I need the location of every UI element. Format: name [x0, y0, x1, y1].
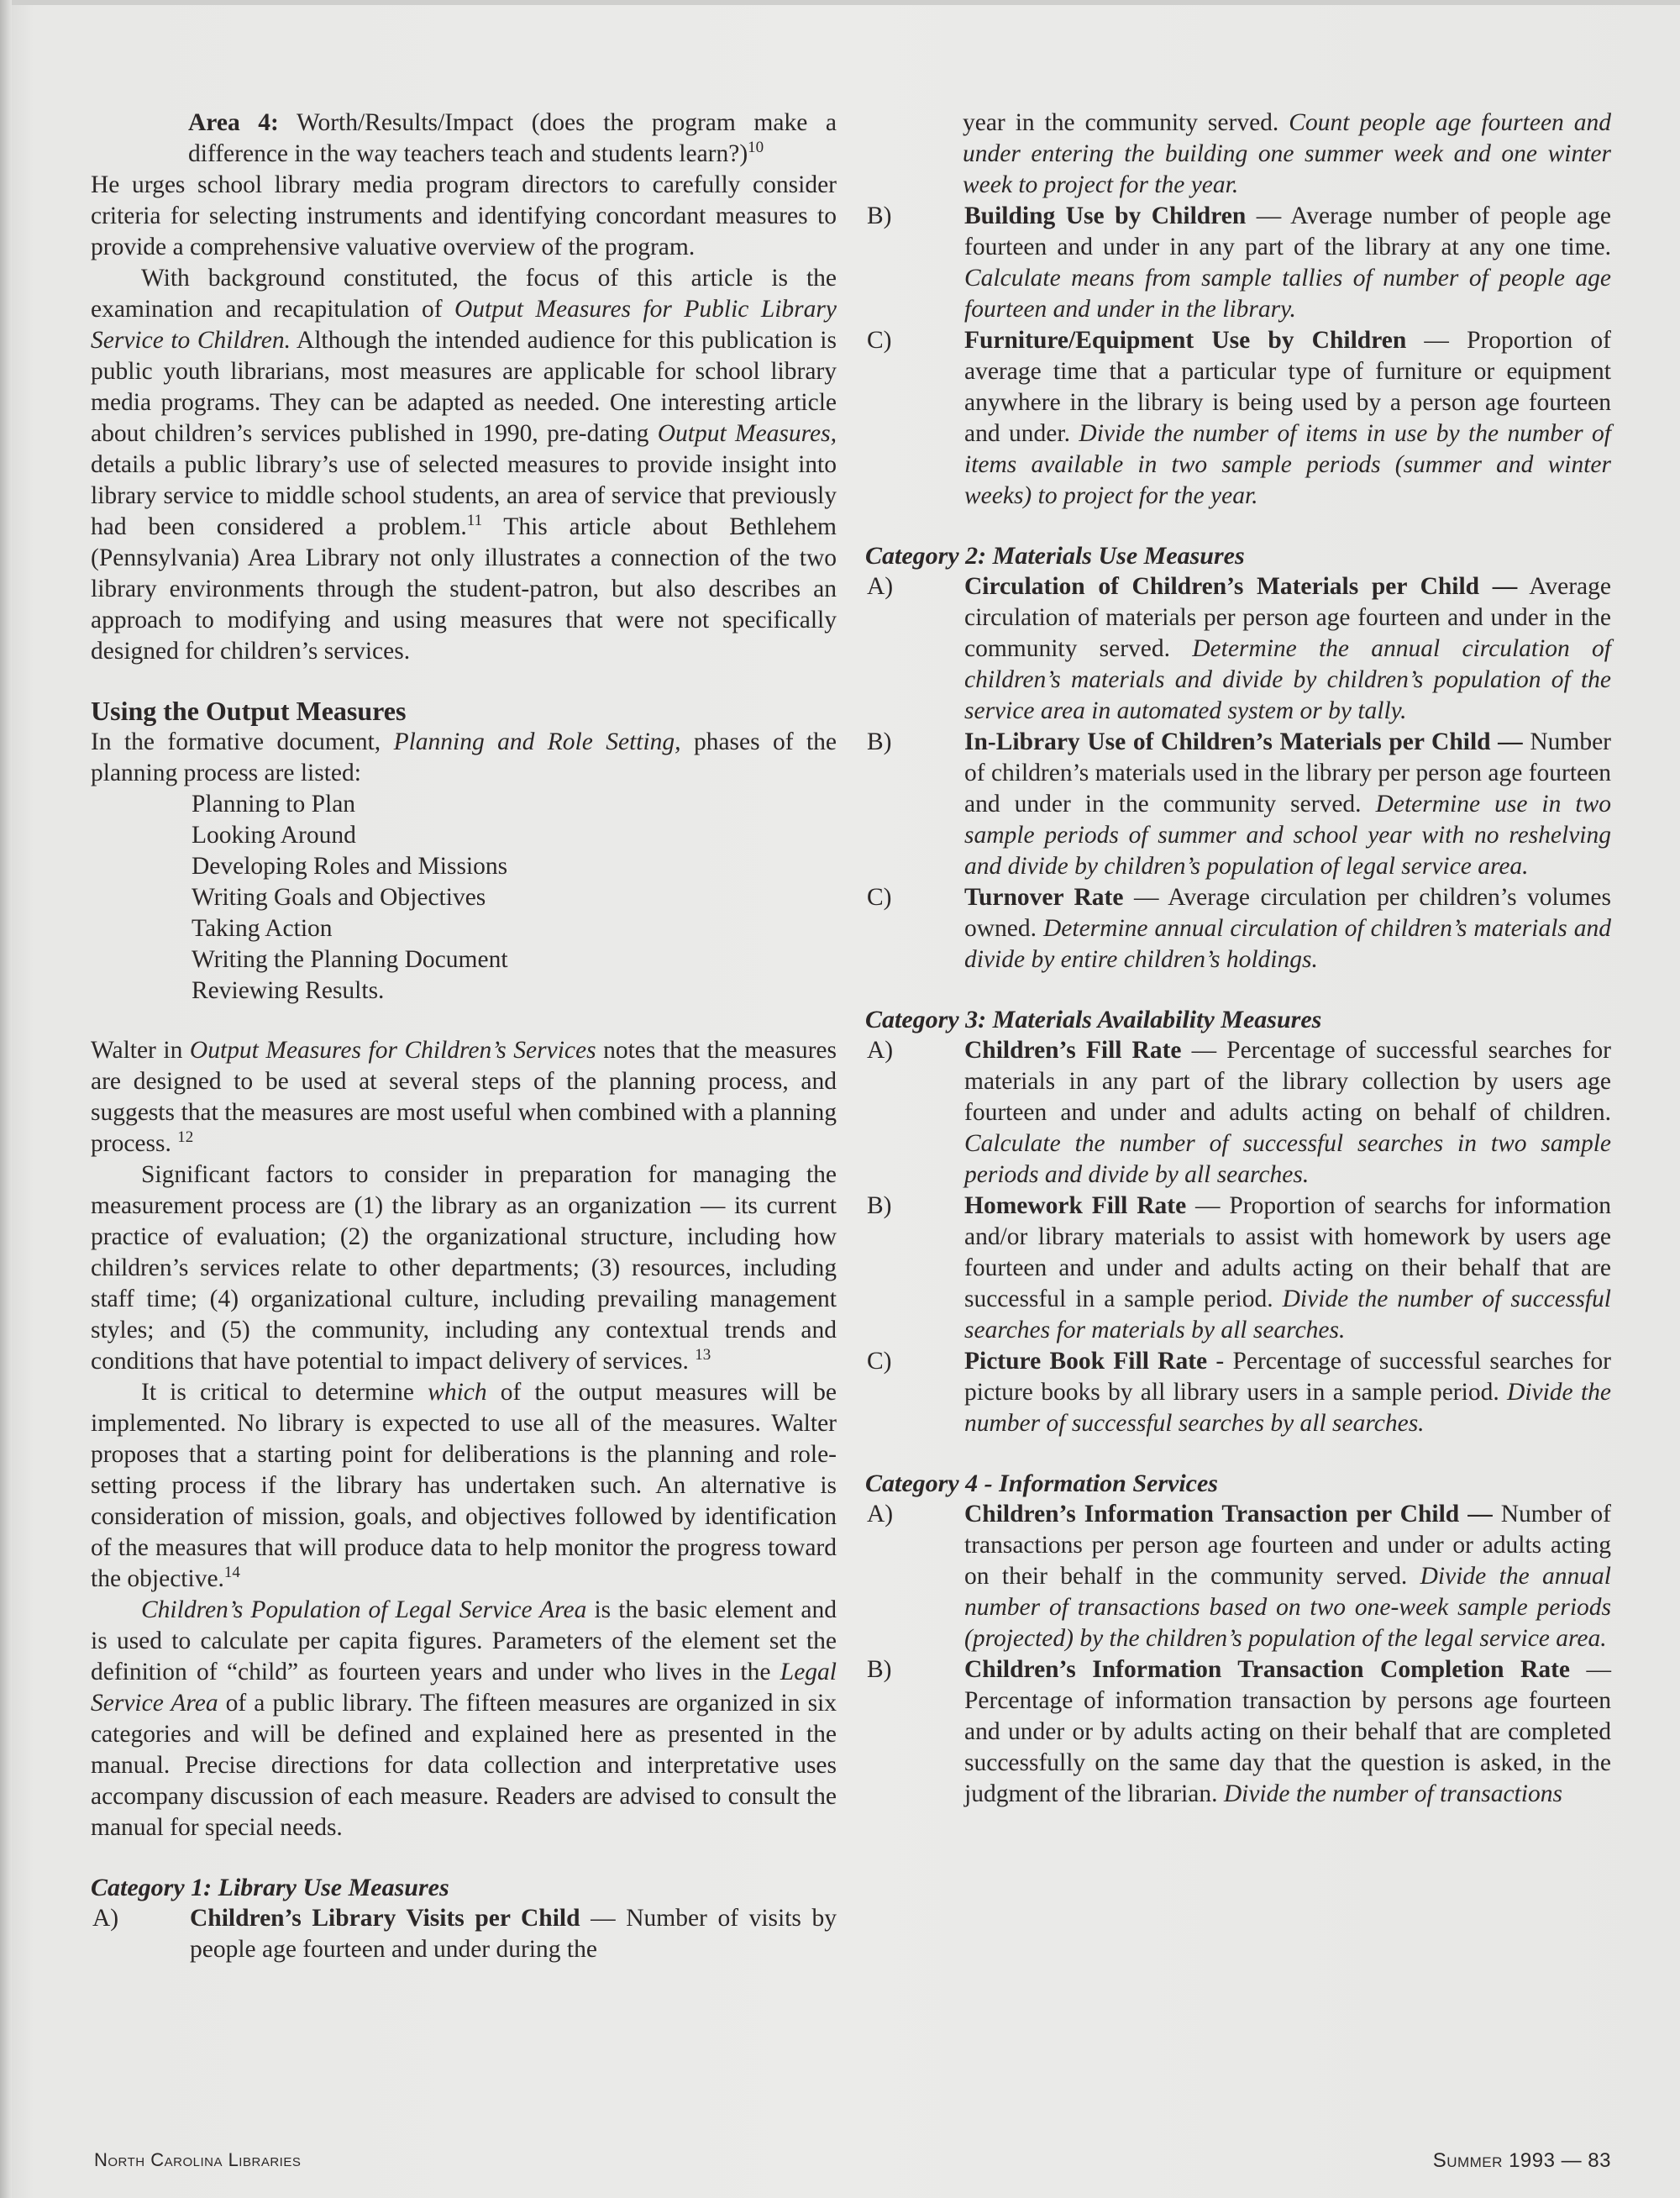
item-label: A) [867, 573, 894, 600]
text-run: In the formative document, [91, 728, 394, 755]
measure-name: Area 4: [188, 109, 279, 136]
item-label: C) [867, 884, 892, 911]
text-run: Legal Service Area [91, 1659, 837, 1717]
text-run: — Average circulation per children’s volumes owned. [964, 884, 1612, 942]
item-label: C) [867, 1348, 892, 1375]
item-text [964, 1346, 1611, 1439]
page-top-edge [0, 0, 1680, 5]
category-heading: Category 1: Library Use Measures [91, 1874, 449, 1901]
text-run: Walter in [91, 1037, 190, 1064]
item-label: A) [867, 1501, 894, 1528]
paragraph [91, 1159, 837, 1377]
paragraph [91, 1595, 837, 1843]
text-run: This article about Bethlehem (Pennsylvania) Area Library not only illustrates a connection of the two library environments through the student-patron, but also describes an approach to modifying and using measures that were not specifically designed for children’s services. [91, 513, 837, 665]
item-text [190, 1903, 837, 1965]
measure-item [91, 1903, 837, 1965]
paragraph [91, 263, 837, 667]
columns [0, 108, 1680, 2124]
phase-item: Taking Action [192, 915, 333, 942]
category-heading: Category 4 - Information Services [865, 1470, 1218, 1497]
measure-item [865, 325, 1611, 512]
text-run: Output Measures, [657, 420, 837, 447]
item-text [964, 1499, 1611, 1654]
text-run: — Proportion of average time that a particular type of furniture or equipment anywhere in the library is being used by a person age fourteen and under. [964, 327, 1611, 447]
text-run: Determine annual circulation of children’s materials and divide by entire children’s holdings. [964, 915, 1611, 973]
text-run: Divide the number of transactions [1223, 1780, 1562, 1807]
item-text [964, 201, 1611, 325]
text-run: details a public library’s use of selected measures to provide insight into library service to middle school students, an area of service that previously had been considered a problem. [91, 451, 837, 540]
phase-item: Reviewing Results. [192, 977, 385, 1004]
text-run: — Percentage of successful searches for materials in any part of the library collection by users age fourteen and under and adults acting on behalf of children. [964, 1037, 1611, 1126]
text-run: — Number of visits by people age fourteen and under during the [190, 1905, 837, 1963]
footnote-ref: 11 [466, 512, 483, 530]
text-run: Calculate means from sample tallies of number of people age fourteen and under in the library. [964, 265, 1611, 323]
footnote-ref: 12 [177, 1128, 194, 1147]
item-label: A) [92, 1905, 119, 1932]
footer-publication: North Carolina Libraries [94, 2149, 302, 2170]
text-run: Although the intended audience for this publication is public youth librarians, most measures are applicable for school library media programs. They can be adapted as needed. One interesting article about children’s services published in 1990, pre-dating [91, 327, 837, 447]
measure-name: Children’s Fill Rate [964, 1037, 1182, 1064]
paragraph [91, 1377, 837, 1595]
footnote-ref: 10 [748, 139, 764, 157]
text-run: Calculate the number of successful searches in two sample periods and divide by all searches. [964, 1130, 1611, 1188]
section-heading [91, 696, 837, 727]
item-text [964, 882, 1611, 975]
text-run: Planning and Role Setting, [393, 728, 681, 755]
text-run: Children’s Population of Legal Service Area [141, 1596, 587, 1623]
item-text [964, 571, 1611, 727]
measure-item [865, 1035, 1611, 1191]
phase-item: Planning to Plan [192, 791, 356, 818]
text-run: is the basic element and is used to calculate per capita figures. Parameters of the element set the definition of “child” as fourteen years and under who lives in the [91, 1596, 837, 1685]
text-run: He urges school library media program directors to carefully consider criteria for selecting instruments and identifying concordant measures to provide a comprehensive valuative overview of the program. [91, 171, 837, 260]
measure-item [865, 882, 1611, 975]
measure-item [865, 1499, 1611, 1654]
measure-name: Building Use by Children [964, 202, 1247, 229]
measure-name: Children’s Library Visits per Child [190, 1905, 580, 1932]
measure-item [865, 1191, 1611, 1346]
text-run: Divide the annual number of transactions based on two one-week sample periods (projected) by the children’s population of the legal service area. [964, 1563, 1611, 1652]
measure-item [865, 1346, 1611, 1439]
footnote-ref: 13 [695, 1346, 711, 1365]
text-run: Determine the annual circulation of children’s materials and divide by children’s population of the service area in automated system or by tally. [964, 635, 1611, 724]
text-run: phases of the planning process are listed: [91, 728, 837, 786]
text-run: Significant factors to consider in preparation for managing the measurement process are (1) the library as an organization — its current practice of evaluation; (2) the organizational structure, including how children’s services relate to other departments; (3) resources, including staff time; (4) organizational culture, including prevailing management styles; and (5) the community, including any contextual trends and conditions that have potential to impact delivery of services. [91, 1161, 837, 1375]
phase-item: Writing the Planning Document [192, 946, 508, 973]
text-run: Output Measures for Children’s Services [189, 1037, 596, 1064]
category-heading: Category 2: Materials Use Measures [865, 542, 1245, 570]
paragraph [91, 170, 837, 263]
item-label: B) [867, 202, 892, 229]
text-run: Determine use in two sample periods of summer and school year with no reshelving and divide by children’s population of legal service area. [964, 791, 1611, 880]
text-run: With background constituted, the focus of this article is the examination and recapitulation of [91, 265, 837, 323]
measure-name: Turnover Rate [964, 884, 1124, 911]
text-run: It is critical to determine [141, 1379, 428, 1406]
item-continuation [865, 108, 1611, 201]
text-run: Average circulation of materials per person age fourteen and under in the community served. [964, 573, 1611, 662]
footer-issue-page: Summer 1993 — 83 [1432, 2149, 1611, 2172]
item-label: A) [867, 1037, 894, 1064]
text-run: Number of children’s materials used in the library per person age fourteen and under in the community served. [964, 728, 1611, 818]
text-run: Divide the number of successful searches by all searches. [964, 1379, 1611, 1437]
text-run: year in the community served. [963, 109, 1289, 136]
measure-name: Circulation of Children’s Materials per Child — [964, 573, 1518, 600]
area4-paragraph [91, 108, 837, 170]
item-text [964, 1654, 1611, 1810]
measure-name: In-Library Use of Children’s Materials per Child — [964, 728, 1523, 755]
phase-item: Writing Goals and Objectives [192, 884, 486, 911]
text-run: Divide the number of successful searches for materials by all searches. [964, 1286, 1611, 1344]
text-run: - Percentage of successful searches for picture books by all library users in a sample period. [964, 1348, 1611, 1406]
category-heading: Category 3: Materials Availability Measures [865, 1006, 1322, 1033]
text-run: which [428, 1379, 487, 1406]
item-label: B) [867, 728, 892, 755]
footnote-ref: 14 [223, 1564, 240, 1582]
item-label: B) [867, 1656, 892, 1683]
paragraph [91, 727, 837, 789]
text-run: Count people age fourteen and under entering the building one summer week and one winter week to project for the year. [963, 109, 1611, 198]
text-run: notes that the measures are designed to be used at several steps of the planning process, and suggests that the measures are most useful when combined with a planning process. [91, 1037, 837, 1157]
page-gutter-shadow [0, 0, 12, 2198]
text-run: Number of transactions per person age fourteen and under or adults acting on their behalf in the community served. [964, 1501, 1611, 1590]
measure-item [865, 727, 1611, 882]
item-text [964, 1035, 1611, 1191]
item-text [964, 325, 1611, 512]
right-column [865, 108, 1611, 2124]
phase-item: Looking Around [192, 822, 356, 849]
text-run: — Proportion of searchs for information and/or library materials to assist with homework by users age fourteen and under and adults acting on their behalf that are successful in a sample period. [964, 1192, 1611, 1312]
section-heading-text: Using the Output Measures [91, 696, 407, 726]
measure-item [865, 1654, 1611, 1810]
text-run: of the output measures will be implemented. No library is expected to use all of the measures. Walter proposes that a starting point for deliberations is the planning and role-setting process if the library has undertaken such. An alternative is consideration of mission, goals, and objectives followed by identification of the measures that will produce data to help monitor the progress toward the objective. [91, 1379, 837, 1592]
item-text [964, 727, 1611, 882]
footer [0, 2124, 1680, 2198]
text-run: of a public library. The fifteen measures are organized in six categories and will be defined and explained here as presented in the manual. Precise directions for data collection and interpretative uses accompany discussion of each measure. Readers are advised to consult the manual for special needs. [91, 1690, 837, 1841]
measure-item [865, 201, 1611, 325]
text-run: — Average number of people age fourteen and under in any part of the library at any one time. [964, 202, 1611, 260]
measure-name: Children’s Information Transaction per Child — [964, 1501, 1493, 1528]
measure-name: Picture Book Fill Rate [964, 1348, 1208, 1375]
paragraph [91, 1035, 837, 1159]
item-label: B) [867, 1192, 892, 1219]
text-run: Divide the number of items in use by the number of items available in two sample periods (summer and winter weeks) to project for the year. [964, 420, 1611, 509]
left-column [91, 108, 837, 2124]
text-run: Worth/Results/Impact (does the program make a difference in the way teachers teach and students learn?) [188, 109, 837, 167]
item-text [964, 1191, 1611, 1346]
measure-name: Furniture/Equipment Use by Children [964, 327, 1407, 354]
phase-list [91, 789, 837, 1007]
text-run: Output Measures for Public Library Service to Children. [91, 296, 837, 354]
item-label: C) [867, 327, 892, 354]
phase-item: Developing Roles and Missions [192, 853, 508, 880]
text-run: — Percentage of information transaction by persons age fourteen and under or by adults acting on their behalf that are completed successfully on the same day that the question is asked, in the judgment of the librarian. [964, 1656, 1611, 1807]
measure-name: Children’s Information Transaction Completion Rate [964, 1656, 1570, 1683]
measure-name: Homework Fill Rate [964, 1192, 1187, 1219]
measure-item [865, 571, 1611, 727]
